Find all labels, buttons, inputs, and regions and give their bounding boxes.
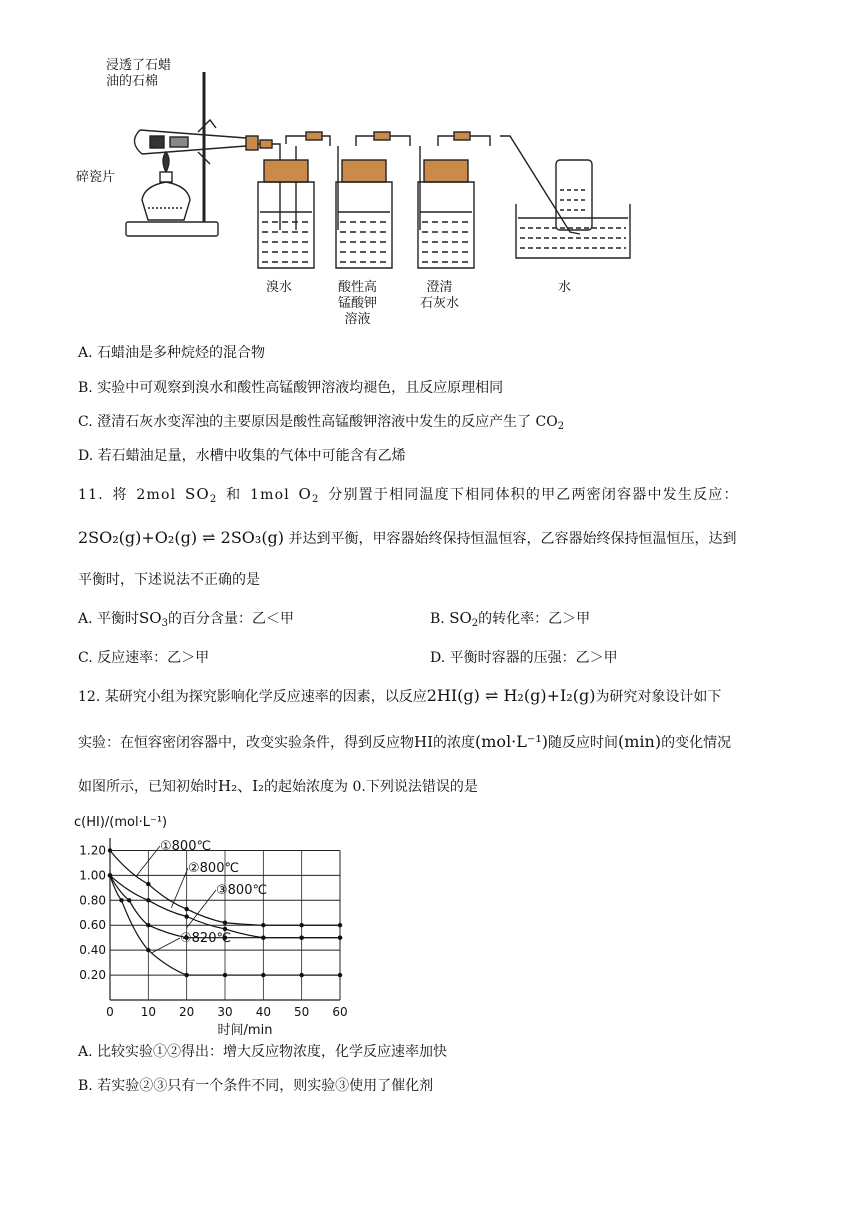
- q12-line2: [78, 732, 731, 753]
- bottle-kmno4: [336, 160, 392, 268]
- q11-line1: [78, 484, 739, 510]
- q12-text-l3a: 如图所示，已知初始时: [78, 779, 218, 795]
- q10-option-a: A. 石蜡油是多种烷烃的混合物: [78, 345, 266, 361]
- x-tick-label: 20: [179, 1005, 195, 1019]
- data-point: [338, 923, 342, 927]
- q12-line1: [78, 686, 721, 707]
- q11-option-b-post: 的转化率：乙＞甲: [478, 611, 591, 627]
- label-kmno4-line1: 酸性高: [338, 280, 378, 295]
- bottle-limewater: [418, 160, 474, 268]
- water-trough: [516, 160, 630, 258]
- q11-option-b: [430, 608, 590, 634]
- q12-unit: (mol·L⁻¹): [475, 732, 548, 751]
- q12-option-a: A. 比较实验①②得出：增大反应物浓度，化学反应速率加快: [78, 1044, 448, 1060]
- series-label: ③800℃: [216, 883, 268, 898]
- x-tick-label: 50: [294, 1005, 310, 1019]
- q10-option-c-sub: 2: [557, 421, 565, 432]
- hi-concentration-chart: [70, 810, 370, 1040]
- data-point: [184, 907, 188, 911]
- series-label-leader: [171, 868, 188, 908]
- q11-so2-sub: 2: [209, 494, 218, 505]
- data-point: [223, 921, 227, 925]
- y-tick-label: 0.80: [79, 893, 106, 908]
- data-point: [146, 898, 150, 902]
- data-point: [299, 923, 303, 927]
- q11-text-b: 和 1mol: [226, 487, 290, 503]
- apparatus-diagram: [70, 60, 650, 340]
- q11-option-a-species: SO: [139, 609, 162, 627]
- q12-text-b: 为研究对象设计如下: [595, 689, 722, 705]
- q12-text-l2b: 的浓度: [433, 735, 476, 751]
- x-tick-label: 10: [140, 1005, 156, 1019]
- label-limewater: [420, 280, 459, 312]
- q12-line3: [78, 776, 478, 797]
- q10-option-c-text: C. 澄清石灰水变浑浊的主要原因是酸性高锰酸钾溶液中发生的反应产生了 CO: [78, 414, 558, 430]
- q12-species: H₂、I₂: [218, 777, 265, 795]
- data-point: [261, 935, 265, 939]
- q11-option-a-sub: 3: [161, 618, 168, 629]
- chart-svg: [70, 810, 370, 1040]
- apparatus-svg: [70, 60, 650, 280]
- x-axis-label: 时间/min: [217, 1023, 273, 1038]
- q12-text-l2d: 的变化情况: [661, 735, 732, 751]
- q11-option-a-post: 的百分含量：乙＜甲: [167, 611, 294, 627]
- q11-o2-sym: O: [298, 485, 313, 503]
- label-bromine: 溴水: [266, 280, 293, 295]
- y-axis-label: c(HI)/(mol·L⁻¹): [74, 815, 168, 830]
- q11-option-b-sub: 2: [471, 618, 479, 629]
- data-point: [184, 914, 188, 918]
- q11-option-d: D. 平衡时容器的压强：乙＞甲: [430, 650, 618, 666]
- label-kmno4-line2: 锰酸钾: [338, 296, 378, 311]
- q12-text-l2c: 随反应时间: [548, 735, 618, 751]
- stand-base: [126, 222, 218, 236]
- q12-text-l3b: 的起始浓度为 0.下列说法错误的是: [264, 779, 478, 795]
- q11-so2: [185, 485, 218, 503]
- series-label: ④820℃: [180, 931, 232, 946]
- q11-equation: 2SO₂(g)+O₂(g) ⇌ 2SO₃(g): [78, 528, 285, 547]
- label-limewater-line1: 澄清: [426, 280, 453, 295]
- q11-o2: [299, 485, 320, 503]
- data-point: [261, 923, 265, 927]
- q12-equation: 2HI(g) ⇌ H₂(g)+I₂(g): [426, 686, 596, 705]
- y-tick-label: 0.60: [79, 918, 106, 933]
- y-tick-label: 1.20: [79, 843, 106, 858]
- label-rock-wool-line2: 油的石棉: [106, 74, 159, 89]
- data-point: [261, 973, 265, 977]
- y-tick-label: 1.00: [79, 868, 106, 883]
- q12-text-l2a: 实验：在恒容密闭容器中，改变实验条件，得到反应物: [78, 735, 414, 751]
- q12-text-a: 12. 某研究小组为探究影响化学反应速率的因素，以反应: [78, 689, 427, 705]
- q11-option-c: C. 反应速率：乙＞甲: [78, 650, 210, 666]
- q11-o2-sub: 2: [312, 494, 320, 505]
- q11-option-b-pre: B.: [430, 611, 445, 627]
- y-tick-label: 0.20: [79, 968, 106, 983]
- q11-text-a: 将 2mol: [112, 487, 177, 503]
- q11-option-b-species: SO: [449, 609, 472, 627]
- q10-option-c: [78, 412, 564, 437]
- x-tick-label: 60: [332, 1005, 348, 1019]
- q11-number: 11.: [78, 487, 104, 503]
- series-label: ①800℃: [160, 839, 212, 854]
- q11-so2-sym: SO: [184, 485, 210, 503]
- alcohol-lamp: [142, 182, 190, 220]
- x-tick-label: 0: [106, 1005, 114, 1019]
- x-tick-label: 30: [217, 1005, 233, 1019]
- bottle-bromine: [258, 160, 314, 268]
- data-point: [146, 882, 150, 886]
- q10-option-d: D. 若石蜡油足量，水槽中收集的气体中可能含有乙烯: [78, 448, 406, 464]
- data-point: [108, 848, 112, 852]
- label-rock-wool-line1: 浸透了石蜡: [106, 58, 172, 73]
- data-point: [299, 973, 303, 977]
- q12-option-b: B. 若实验②③只有一个条件不同，则实验③使用了催化剂: [78, 1078, 434, 1094]
- data-point: [127, 898, 131, 902]
- data-point: [146, 923, 150, 927]
- label-rock-wool: [106, 58, 171, 90]
- q11-text-l2: 并达到平衡，甲容器始终保持恒温恒容，乙容器始终保持恒温恒压，达到: [288, 531, 737, 547]
- label-limewater-line2: 石灰水: [420, 296, 460, 311]
- series-label: ②800℃: [188, 861, 240, 876]
- q12-hi: HI: [414, 733, 434, 751]
- q12-time-unit: (min): [618, 732, 662, 751]
- data-point: [223, 973, 227, 977]
- q11-line3: 平衡时，下述说法不正确的是: [78, 572, 260, 588]
- q11-option-a: [78, 608, 294, 634]
- label-kmno4-line3: 溶液: [344, 312, 371, 327]
- data-point: [338, 935, 342, 939]
- label-porcelain: 碎瓷片: [76, 170, 116, 185]
- label-water: 水: [558, 280, 572, 295]
- label-kmno4: [338, 280, 377, 328]
- q11-option-a-pre: A. 平衡时: [78, 611, 140, 627]
- x-tick-label: 40: [255, 1005, 271, 1019]
- q11-text-c: 分别置于相同温度下相同体积的甲乙两密闭容器中发生反应：: [328, 487, 739, 503]
- q11-line2: [78, 528, 737, 549]
- data-point: [184, 973, 188, 977]
- data-point: [299, 935, 303, 939]
- data-point: [146, 948, 150, 952]
- data-point: [338, 973, 342, 977]
- data-point: [108, 873, 112, 877]
- data-point: [119, 898, 123, 902]
- q10-option-b: B. 实验中可观察到溴水和酸性高锰酸钾溶液均褪色，且反应原理相同: [78, 380, 504, 396]
- y-tick-label: 0.40: [79, 943, 106, 958]
